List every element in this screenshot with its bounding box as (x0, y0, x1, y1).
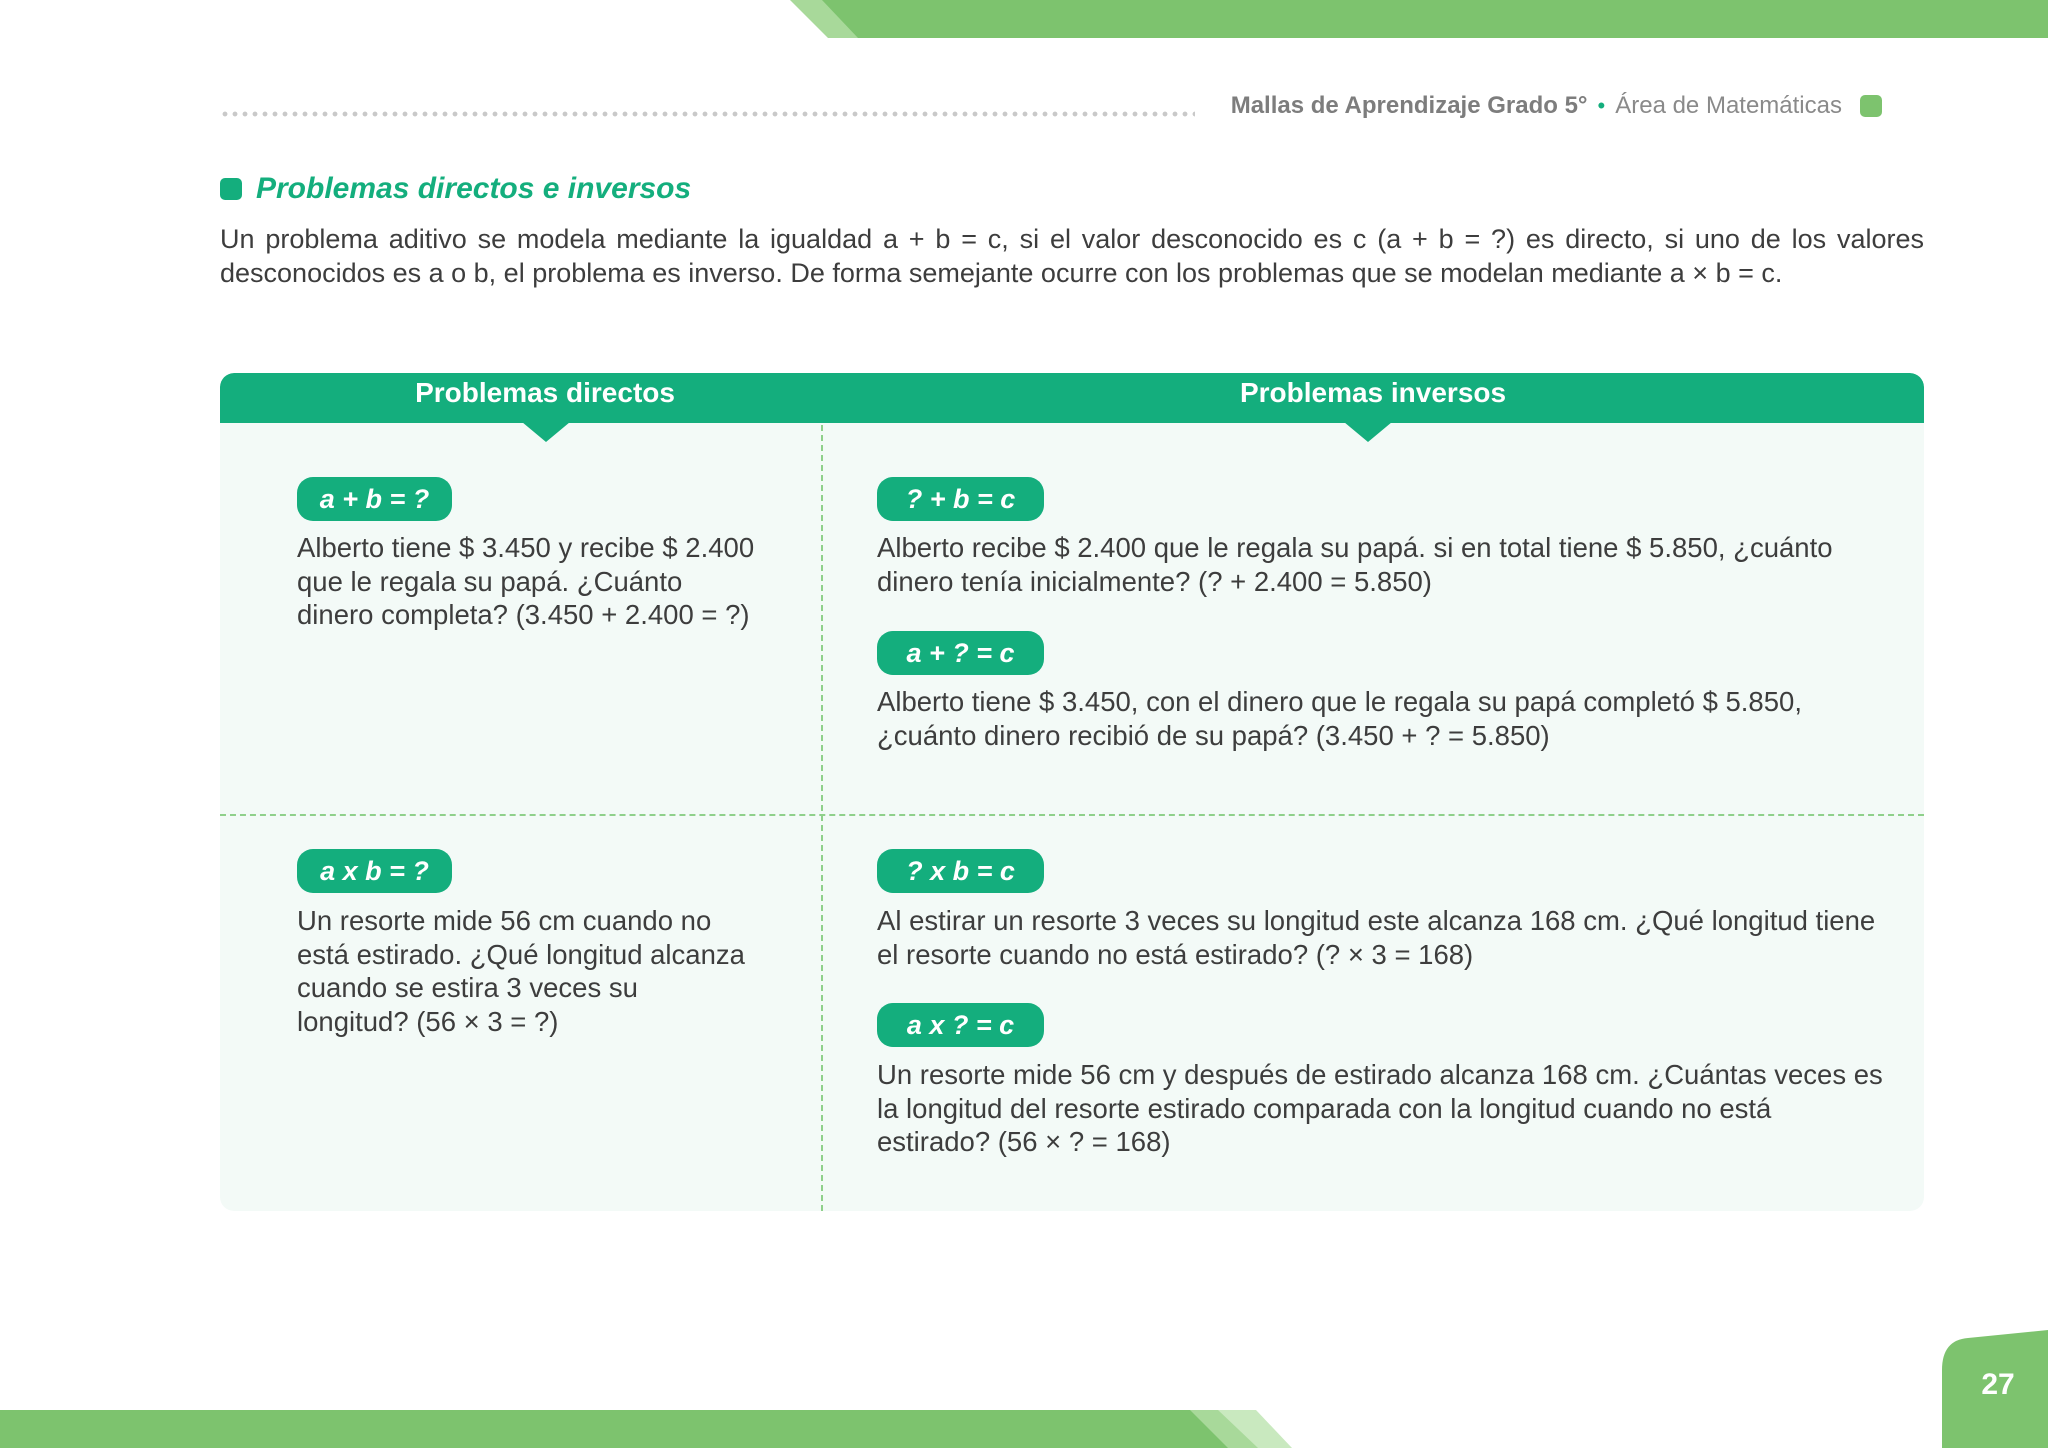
formula-badge: ? x b = c (877, 849, 1044, 893)
bottom-decorative-band (0, 1404, 2048, 1448)
formula-badge: a x b = ? (297, 849, 452, 893)
section-heading (220, 172, 691, 206)
problem-text: Alberto tiene $ 3.450 y recibe $ 2.400 que le regala su papá. ¿Cuánto dinero completa? (3.450 + 2.400 = ?) (297, 532, 755, 630)
header-separator: • (1597, 93, 1606, 118)
section-title: Problemas directos e inversos (256, 172, 692, 205)
formula-badge: a x ? = c (877, 1003, 1044, 1047)
problem-text: Un resorte mide 56 cm y después de estirado alcanza 168 cm. ¿Cuántas veces es la longitud del resorte estirado comparada con la longitud cuando no está estirado? (56 × ? = 168) (877, 1059, 1883, 1157)
formula-badge: a + ? = c (877, 631, 1044, 675)
header-dotted-rule (220, 111, 1195, 117)
intro-paragraph: Un problema aditivo se modela mediante la igualdad a + b = c, si el valor desconocido es c (a + b = ?) es directo, si uno de los valores desconocidos es a o b, el problema es inverso. De forma semejante ocurre con los problemas que se modelan mediante a × b = c. (220, 224, 1924, 288)
page-number: 27 (1981, 1368, 2015, 1401)
running-header (1231, 92, 1882, 120)
column-divider (821, 425, 823, 1211)
formula-badge: ? + b = c (877, 477, 1044, 521)
header-notch-inverse (1344, 422, 1392, 442)
section-square-icon (220, 178, 242, 200)
top-decorative-band (0, 0, 2048, 40)
header-notch-direct (522, 422, 570, 442)
problem-text: Al estirar un resorte 3 veces su longitud este alcanza 168 cm. ¿Qué longitud tiene el resorte cuando no está estirado? (? × 3 = 168) (877, 905, 1876, 970)
column-header-inverse: Problemas inversos (1239, 377, 1507, 408)
problem-text: Un resorte mide 56 cm cuando no está estirado. ¿Qué longitud alcanza cuando se estira 3 veces su longitud? (56 × 3 = ?) (297, 905, 745, 1037)
problem-text: Alberto recibe $ 2.400 que le regala su papá. si en total tiene $ 5.850, ¿cuánto dinero tenía inicialmente? (? + 2.400 = 5.850) (877, 532, 1833, 597)
table-header (220, 373, 1924, 423)
column-header-direct: Problemas directos (415, 377, 675, 408)
header-area: Área de Matemáticas (1615, 92, 1842, 119)
problems-table (220, 373, 1924, 1211)
header-square-icon (1860, 95, 1882, 117)
row-divider (220, 814, 1924, 816)
problem-text: Alberto tiene $ 3.450, con el dinero que le regala su papá completó $ 5.850, ¿cuánto dinero recibió de su papá? (3.450 + ? = 5.850) (877, 686, 1802, 751)
header-series: Mallas de Aprendizaje Grado 5° (1230, 92, 1588, 119)
formula-badge: a + b = ? (297, 477, 452, 521)
